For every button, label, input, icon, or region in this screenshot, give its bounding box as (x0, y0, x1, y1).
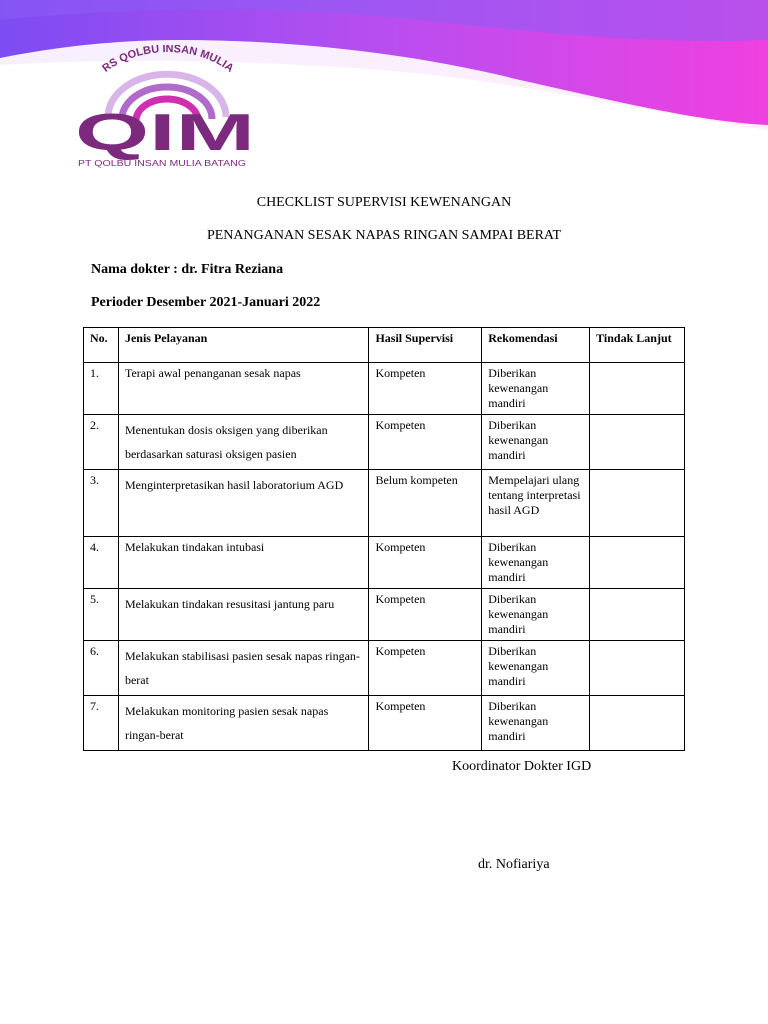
row-service: Menentukan dosis oksigen yang diberikan berdasarkan saturasi oksigen pasien (118, 415, 368, 470)
svg-text:RS QOLBU INSAN MULIA: RS QOLBU INSAN MULIA (100, 45, 236, 75)
row-no: 4. (84, 537, 119, 589)
table-row (84, 363, 685, 415)
document-title: CHECKLIST SUPERVISI KEWENANGAN (256, 195, 512, 210)
header-recommendation: Rekomendasi (482, 328, 590, 363)
row-service: Menginterpretasikan hasil laboratorium AGD (118, 470, 368, 537)
row-service: Terapi awal penanganan sesak napas (118, 363, 368, 415)
table-row (84, 415, 685, 470)
row-service: Melakukan tindakan intubasi (118, 537, 368, 589)
table-row (84, 589, 685, 641)
row-service: Melakukan stabilisasi pasien sesak napas ringan-berat (118, 641, 368, 696)
row-result: Kompeten (369, 363, 482, 415)
hospital-logo (70, 45, 270, 175)
row-no: 6. (84, 641, 119, 696)
row-no: 7. (84, 696, 119, 751)
row-followup (590, 589, 685, 641)
row-recommendation: Diberikan kewenangan mandiri (482, 363, 590, 415)
header-no: No. (84, 328, 119, 363)
row-result: Kompeten (369, 589, 482, 641)
header-result: Hasil Supervisi (369, 328, 482, 363)
period: Perioder Desember 2021-Januari 2022 (91, 295, 321, 310)
row-followup (590, 537, 685, 589)
table-row (84, 641, 685, 696)
row-recommendation: Diberikan kewenangan mandiri (482, 696, 590, 751)
row-result: Belum kompeten (369, 470, 482, 537)
row-followup (590, 641, 685, 696)
signature-role: Koordinator Dokter IGD (452, 759, 592, 774)
row-recommendation: Diberikan kewenangan mandiri (482, 589, 590, 641)
row-recommendation: Mempelajari ulang tentang interpretasi hasil AGD (482, 470, 590, 537)
svg-text:QIM: QIM (75, 104, 255, 162)
table-row (84, 696, 685, 751)
table-header-row (84, 328, 685, 363)
row-followup (590, 415, 685, 470)
header-followup: Tindak Lanjut (590, 328, 685, 363)
row-result: Kompeten (369, 415, 482, 470)
supervision-table (83, 327, 685, 751)
table-row (84, 537, 685, 589)
row-result: Kompeten (369, 696, 482, 751)
row-service: Melakukan monitoring pasien sesak napas ringan-berat (118, 696, 368, 751)
row-result: Kompeten (369, 641, 482, 696)
row-recommendation: Diberikan kewenangan mandiri (482, 415, 590, 470)
doctor-name: Nama dokter : dr. Fitra Reziana (91, 262, 284, 277)
row-service: Melakukan tindakan resusitasi jantung paru (118, 589, 368, 641)
row-followup (590, 363, 685, 415)
row-recommendation: Diberikan kewenangan mandiri (482, 641, 590, 696)
row-no: 2. (84, 415, 119, 470)
table-row (84, 470, 685, 537)
row-no: 5. (84, 589, 119, 641)
row-no: 3. (84, 470, 119, 537)
row-followup (590, 696, 685, 751)
row-recommendation: Diberikan kewenangan mandiri (482, 537, 590, 589)
signature-name: dr. Nofiariya (478, 857, 550, 872)
document-subtitle: PENANGANAN SESAK NAPAS RINGAN SAMPAI BERAT (206, 228, 562, 243)
row-no: 1. (84, 363, 119, 415)
svg-text:PT QOLBU INSAN MULIA BATANG: PT QOLBU INSAN MULIA BATANG (78, 159, 246, 168)
row-followup (590, 470, 685, 537)
row-result: Kompeten (369, 537, 482, 589)
header-service: Jenis Pelayanan (118, 328, 368, 363)
